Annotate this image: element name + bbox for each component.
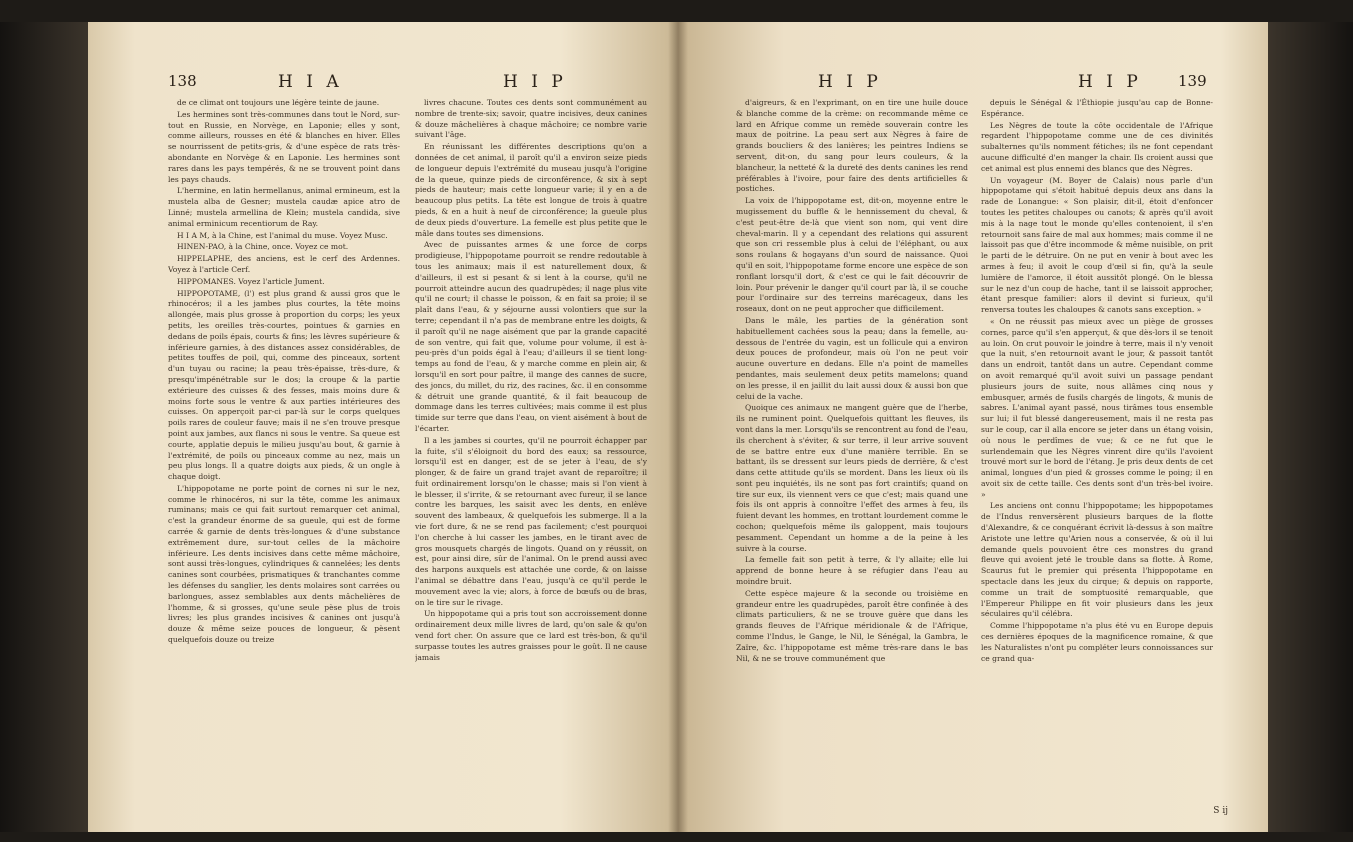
paragraph: En réunissant les différentes descriptions qu'on a données de cet animal, il paroît qu'il a environ seize pieds de longueur depuis l'extrémité du museau jusqu'à l'origine de la queue, quinze pieds de circonférence, & six à sept pieds de hauteur; mais cette longueur varie; il y en a de beaucoup plus petits. La tête est longue de trois à quatre pieds, & en a huit à neuf de circonférence; la gueule plus de deux pieds d'ouverture. La femelle est plus petite que le mâle dans toutes ses dimensions.	[415, 142, 647, 238]
left-page	[88, 22, 678, 832]
paragraph: Dans le mâle, les parties de la génération sont habituellement cachées sous la peau; dans la femelle, au-dessous de l'entrée du vagin, est un follicule qui a environ deux pouces de profondeur, mais où l'on ne peut voir aucune ouverture en dedans. Elle n'a point de mamelles pendantes, mais seulement deux petits mamelons; quand on les presse, il en jaillit du lait aussi doux & aussi bon que celui de la vache.	[736, 315, 968, 401]
paragraph: La voix de l'hippopotame est, dit-on, moyenne entre le mugissement du buffle & le hennissement du cheval, & c'est peut-être de-là que vient son nom, qui vent dire cheval-marin. Il y a cependant des relations qui assurent que son cri ressemble plus à celui de l'éléphant, ou aux sons roulans & hogayans d'un sourd de naissance. Quoi qu'il en soit, l'hippopotame forme encore une espèce de son ronflant lorsqu'il dort, & c'est ce qui le fait découvrir de loin. Pour prévenir le danger qu'il court par là, il se couche pour l'ordinaire sur des terreins marécageux, dans les roseaux, dont on ne peut approcher que difficilement.	[736, 196, 968, 314]
left-head-term-2: H I P	[503, 72, 567, 92]
paragraph: d'aigreurs, & en l'exprimant, on en tire une huile douce & blanche comme de la crème: on recommande même ce lard en Afrique comme un remède souverain contre les maux de poitrine. La peau sert aux Nègres à faire de grands boucliers & des lanières; les peintres Indiens se servent, dit-on, du sang pour leurs couleurs, & la blancheur, la netteté & la dureté des dents canines les rend préférables à l'ivoire, pour faire des dents artificielles & postiches.	[736, 98, 968, 194]
book-edge-right	[1268, 22, 1353, 832]
left-column-2	[415, 98, 647, 818]
right-head-term-2: H I P	[1078, 72, 1142, 92]
catchword: S ij	[1213, 806, 1228, 816]
left-head-term: H I A	[278, 72, 343, 92]
paragraph: livres chacune. Toutes ces dents sont communément au nombre de trente-six; savoir, quatre incisives, deux canines & douze mâchelières à chaque mâchoire; ce nombre varie suivant l'âge.	[415, 98, 647, 140]
paragraph: HIPPOPOTAME, (l') est plus grand & aussi gros que le rhinocéros; il a les jambes plus courtes, la tête moins allongée, mais plus grosse à proportion du corps; les yeux petits, les oreilles très-courtes, pointues & garnies en dedans de poils épais, courts & fins; les lèvres supérieure & inférieure garnies, à des distances assez considérables, de petites touffes de poil, qui, comme des pinceaux, sortent d'un tuyau ou racine; la peau très-épaisse, très-dure, & presqu'impénétrable sur le dos; la croupe & la partie extérieure des cuisses & des fesses, mais moins dure & moins forte sous le ventre & aux parties intérieures des cuisses. On apperçoit par-ci par-là sur le corps quelques poils rares de couleur fauve; mais il ne s'en trouve presque point aux jambes, aux flancs ni sous le ventre. Sa queue est courte, applatie depuis le milieu jusqu'au bout, & garnie à l'extrémité, de poils ou pinceaux comme au nez, mais un peu plus longs. Il a quatre doigts aux pieds, & un ongle à chaque doigt.	[168, 288, 400, 482]
paragraph: H I A M, à la Chine, est l'animal du muse. Voyez Musc.	[177, 230, 388, 240]
paragraph: HIPPOMANES. Voyez l'article Jument.	[177, 276, 325, 286]
paragraph: Comme l'hippopotame n'a plus été vu en Europe depuis ces dernières époques de la magnificence romaine, & que les Naturalistes n'ont pu compléter leurs connoissances sur ce grand qua-	[981, 621, 1213, 663]
paragraph: La femelle fait son petit à terre, & l'y allaite; elle lui apprend de bonne heure à se réfugier dans l'eau au moindre bruit.	[736, 555, 968, 587]
paragraph: L'hippopotame ne porte point de cornes ni sur le nez, comme le rhinocéros, ni sur la tête, comme les animaux ruminans; mais ce qui fait surtout remarquer cet animal, c'est la grandeur énorme de sa gueule, qui est de forme carrée & garnie de dents très-longues & d'une substance extrêmement dure, sur-tout celles de la mâchoire inférieure. Les dents incisives dans cette même mâchoire, sont aussi très-longues, cylindriques & cannelées; les dents canines sont courbées, prismatiques & tranchantes comme les défenses du sanglier, les dents molaires sont carrées ou barlongues, assez semblables aux dents mâchelières de l'homme, & si grosses, qu'une seule pèse plus de trois livres; les plus grandes incisives & canines ont jusqu'à douze & même seize pouces de longueur, & pèsent quelquefois douze ou treize	[168, 483, 400, 645]
paragraph: « On ne réussit pas mieux avec un piège de grosses cornes, parce qu'il s'en apperçut, & que dès-lors il se tenoit au loin. On crut pouvoir le joindre à terre, mais il n'y venoit que la nuit, s'en retournoit avant le jour, & passoit tantôt dans un endroit, tantôt dans un autre. Cependant comme on avoit remarqué qu'il avoit suivi un passage pendant plusieurs jours de suite, nous allâmes cinq nous y embusquer, armés de fusils chargés de lingots, & munis de sabres. L'animal ayant passé, nous tirâmes tous ensemble sur lui; il fut blessé dangereusement, mais il ne resta pas sur le coup, car il alla encore se jeter dans un étang voisin, où nous le perdîmes de vue; & ce ne fut que le surlendemain que les Nègres vinrent dire qu'ils l'avoient trouvé mort sur le bord de l'étang. Je pris deux dents de cet animal, longues d'un pied & grosses comme le poing; il en avoit six de cette taille. Ces dents sont d'un très-bel ivoire. »	[981, 316, 1213, 499]
left-column-1	[168, 98, 400, 818]
left-page-number: 138	[168, 72, 197, 90]
book-edge-left	[0, 22, 88, 832]
paragraph: Les hermines sont très-communes dans tout le Nord, sur-tout en Russie, en Norvège, en Laponie; elles y sont, comme ailleurs, rousses en été & blanches en hiver. Elles se nourrissent de petits-gris, & d'une espèce de rats très-abondante en Norvège & en Laponie. Les hermines sont rares dans les pays tempérés, & ne se trouvent point dans les pays chauds.	[168, 109, 400, 184]
right-running-head	[678, 72, 1268, 96]
paragraph: Un hippopotame qui a pris tout son accroissement donne ordinairement deux mille livres de lard, qu'on sale & qu'on vend fort cher. On assure que ce lard est très-bon, & qu'il surpasse toutes les autres graisses pour le goût. Il ne cause jamais	[415, 609, 647, 662]
right-column-1	[736, 98, 968, 818]
right-page-number: 139	[1178, 72, 1207, 90]
book-spread	[88, 22, 1268, 832]
paragraph: Cette espèce majeure & la seconde ou troisième en grandeur entre les quadrupèdes, paroît être confinée à des climats particuliers, & ne se trouve guère que dans les grands fleuves de l'Afrique méridionale & de l'Afrique, comme l'Indus, le Gange, le Nil, le Sénégal, la Gambra, le Zaïre, &c. l'hippopotame est même très-rare dans le bas Nil, & ne se trouve communément que	[736, 588, 968, 663]
right-head-term: H I P	[818, 72, 882, 92]
book-gutter	[668, 22, 688, 832]
paragraph: HINEN-PAO, à la Chine, once. Voyez ce mot.	[177, 242, 349, 252]
right-column-2	[981, 98, 1213, 818]
paragraph: Un voyageur (M. Boyer de Calais) nous parle d'un hippopotame qui s'étoit habitué depuis deux ans dans la rade de Lonangue: « Son plaisir, dit-il, étoit d'enfoncer toutes les petites chaloupes ou canots; & après qu'il avoit mis à la nage tout le monde qu'elles contenoient, il s'en retournoit sans faire de mal aux hommes; mais comme il ne laissoit pas que d'être incommode & même nuisible, on prit le parti de le détruire. On ne put en venir à bout avec les armes à feu; il avoit le coup d'œil si fin, qu'à la seule lumière de l'amorce, il étoit aussitôt plongé. On le blessa sur le nez d'un coup de hache, tant il se laissoit approcher, étant presque familier: alors il devint si furieux, qu'il renversa toutes les chaloupes & canots sans exception. »	[981, 175, 1213, 315]
paragraph: Avec de puissantes armes & une force de corps prodigieuse, l'hippopotame pourroit se rendre redoutable à tous les animaux; mais il est naturellement doux, & d'ailleurs, il est si pesant & si lent à la course, qu'il ne pourroit atteindre aucun des quadrupèdes; il nage plus vite qu'il ne court; il chasse le poisson, & en fait sa proie; il se plaît dans l'eau, & y séjourne aussi volontiers que sur la terre; cependant il n'a pas de membrane entre les doigts, & il paroît qu'il ne nage aisément que par la grande capacité de son ventre, qui fait que, volume pour volume, il est à-peu-près d'un poids égal à l'eau; d'ailleurs il se tient long-temps au fond de l'eau, & y marche comme en plein air, & lorsqu'il en sort pour paître, il mange des cannes de sucre, des joncs, du millet, du riz, des racines, &c. il en consomme & détruit une grande quantité, & il fait beaucoup de dommage dans les terres cultivées; mais comme il est plus timide sur terre que dans l'eau, on vient aisément à bout de l'écarter.	[415, 240, 647, 433]
paragraph: Les anciens ont connu l'hippopotame; les hippopotames de l'Indus renversèrent plusieurs barques de la flotte d'Alexandre, & ce conquérant écrivit là-dessus à son maître Aristote une lettre qu'Arien nous a conservée, & où il lui demande quels pouvoient être ces monstres du grand fleuve qui avoient jeté le trouble dans sa flotte. À Rome, Scaurus fut le premier qui présenta l'hippopotame en spectacle dans les jeux du cirque; & depuis on rapporte, comme un trait de somptuosité remarquable, que l'Empereur Philippe en fit voir plusieurs dans les jeux séculaires qu'il célébra.	[981, 501, 1213, 619]
paragraph: HIPPELAPHE, des anciens, est le cerf des Ardennes. Voyez à l'article Cerf.	[168, 254, 400, 274]
paragraph: depuis le Sénégal & l'Éthiopie jusqu'au cap de Bonne-Espérance.	[981, 98, 1213, 118]
left-running-head	[88, 72, 678, 96]
right-page	[678, 22, 1268, 832]
paragraph: L'hermine, en latin hermellanus, animal ermineum, est la mustela alba de Gesner; mustela caudæ apice atro de Linné; mustela armellina de Klein; mustela candida, sive animal erminicum recentiorum de Ray.	[168, 186, 400, 228]
paragraph: de ce climat ont toujours une légère teinte de jaune.	[177, 98, 380, 107]
paragraph: Les Nègres de toute la côte occidentale de l'Afrique regardent l'hippopotame comme une de ces divinités subalternes qu'ils nomment fétiches; ils ne font cependant aucune difficulté d'en manger la chair. Ils croient aussi que cet animal est plus ennemi des blancs que des Nègres.	[981, 120, 1213, 173]
paragraph: Quoique ces animaux ne mangent guère que de l'herbe, ils ne ruminent point. Quelquefois quittant les fleuves, ils vont dans la mer. Lorsqu'ils se rencontrent au fond de l'eau, ils cherchent à s'éviter, & sur terre, il leur arrive souvent de se battre entre eux d'une manière terrible. En se battant, ils se dressent sur leurs pieds de derrière, & c'est dans cette attitude qu'ils se mordent. Dans les lieux où ils sont peu inquiétés, ils ne sont pas fort craintifs; quand on tire sur eux, ils viennent vers ce que c'est; mais quand une fois ils ont appris à connoître l'effet des armes à feu, ils fuient devant les hommes, en trottant lourdement comme le cochon; quelquefois même ils galoppent, mais toujours pesamment. Cependant un homme a de la peine à les suivre à la course.	[736, 403, 968, 553]
paragraph: Il a les jambes si courtes, qu'il ne pourroit échapper par la fuite, s'il s'éloignoit du bord des eaux; sa ressource, lorsqu'il est en danger, est de se jeter à l'eau, de s'y plonger, & de faire un grand trajet avant de reparoître; il fuit ordinairement lorsqu'on le chasse; mais si l'on vient à le blesser, il s'irrite, & se retournant avec fureur, il se lance contre les barques, les saisit avec les dents, en enlève souvent des lambeaux, & quelquefois les submerge. Il a la vie fort dure, & ne se rend pas facilement; c'est pourquoi l'on cherche à lui casser les jambes, en le tirant avec de gros mousquets chargés de lingots. Quand on y réussit, on est, pour ainsi dire, sûr de l'animal. On le prend aussi avec des harpons auxquels est attachée une corde, & on laisse l'animal se débattre dans l'eau, jusqu'à ce qu'il perde le mouvement avec la vie; alors, à force de bœufs ou de bras, on le tire sur le rivage.	[415, 435, 647, 607]
